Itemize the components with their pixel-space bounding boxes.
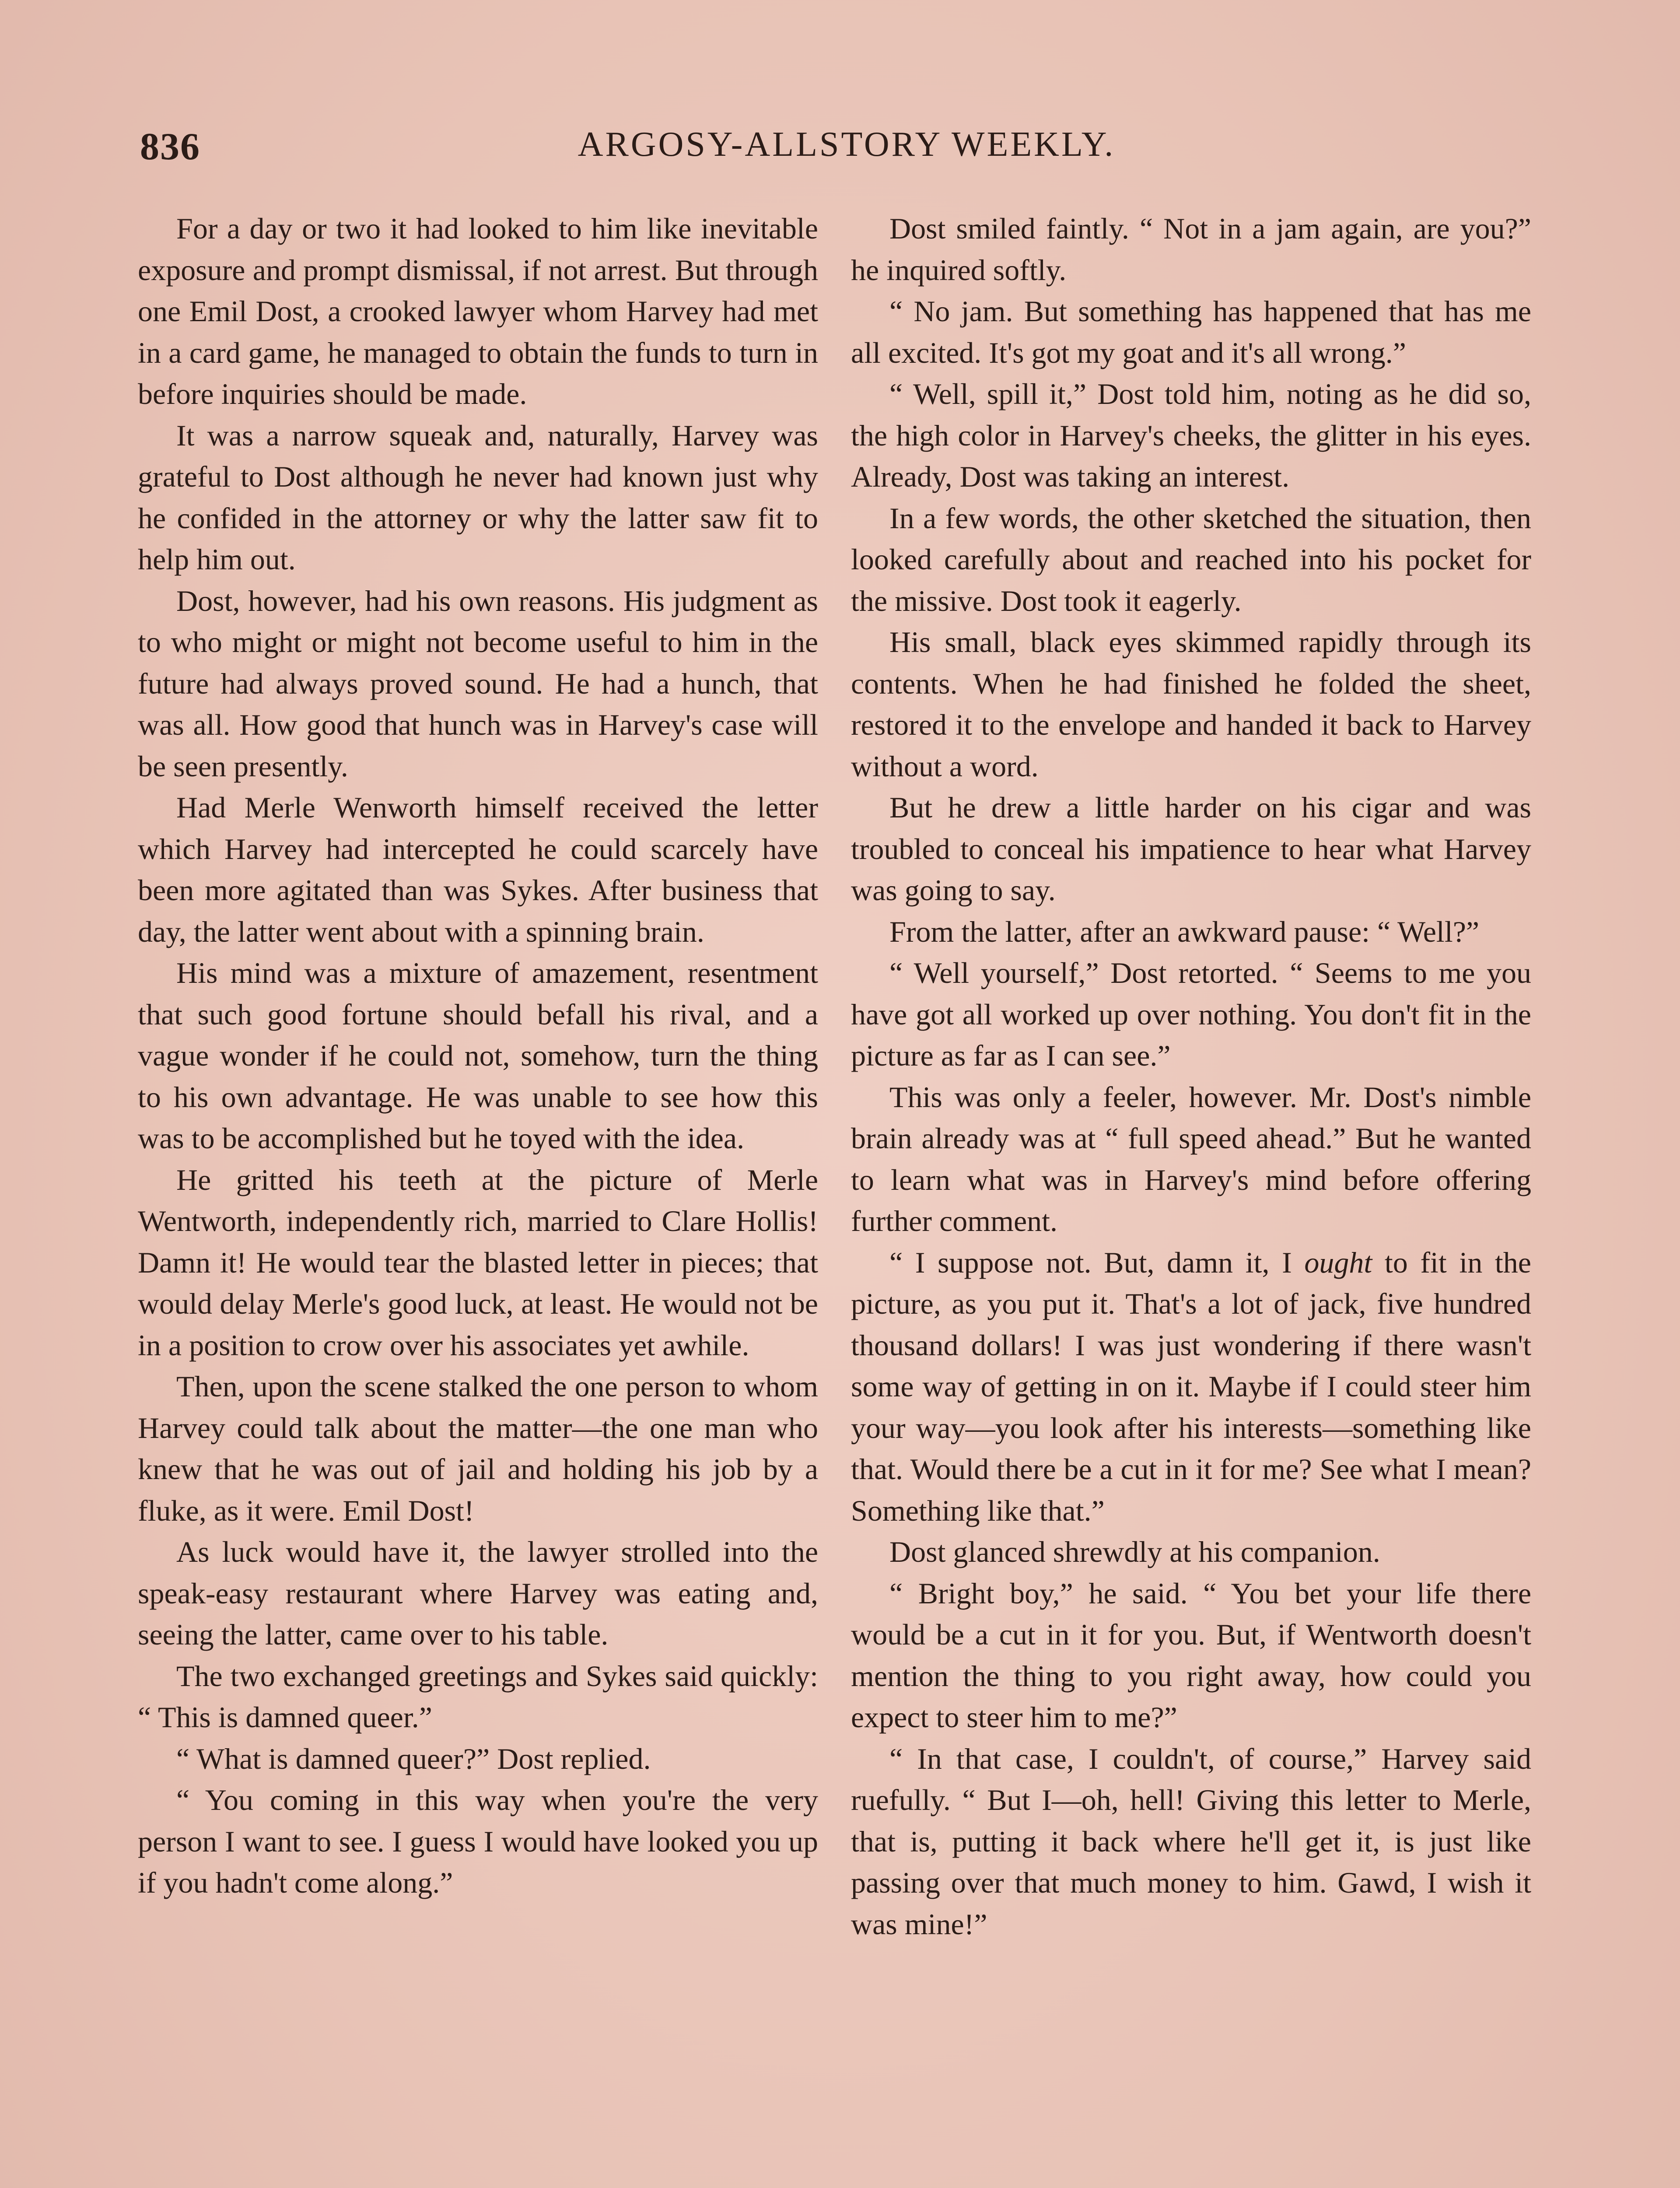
paragraph: Dost smiled faintly. “ Not in a jam again, are you?” he inquired softly. <box>851 212 1531 287</box>
paragraph: “ No jam. But something has happened that has me all excited. It's got my goat and it's all wrong.” <box>851 295 1531 369</box>
paragraph: “ Bright boy,” he said. “ You bet your life there would be a cut in it for you. But, if Wentworth doesn't mention the thing to you right away, how could you expect to steer him to me?” <box>851 1576 1531 1734</box>
paragraph: As luck would have it, the lawyer strolled into the speak-easy restaurant where Harvey was eating and, seeing the latter, came over to his table. <box>138 1535 818 1651</box>
paragraph: “ What is damned queer?” Dost replied. <box>176 1742 651 1775</box>
text-run: to fit in the picture, as you put it. That's a lot of jack, five hundred thousand dollars! I was just wondering if there wasn't some way of getting in on it. Maybe if I could steer him your way—you look after his interests—something like that. Would there be a cut in it for me? See what I mean? Something like that.” <box>851 1245 1531 1527</box>
text-run: “ I suppose not. But, damn it, I <box>889 1245 1305 1279</box>
paragraph: “ In that case, I couldn't, of course,” Harvey said ruefully. “ But I—oh, hell! Giving this letter to Merle, that is, putting it back where he'll get it, is just like passing over that much money to him. Gawd, I wish it was mine!” <box>851 1742 1531 1941</box>
emphasized-word: ought <box>1304 1245 1372 1279</box>
paragraph: In a few words, the other sketched the situation, then looked carefully about and reached into his pocket for the missive. Dost took it eagerly. <box>851 501 1531 617</box>
paragraph: Dost glanced shrewdly at his companion. <box>889 1535 1380 1568</box>
paragraph: For a day or two it had looked to him like inevitable exposure and prompt dismissal, if not arrest. But through one Emil Dost, a crooked lawyer whom Harvey had met in a card game, he managed to obtain the funds to turn in before inquiries should be made. <box>138 212 818 410</box>
paragraph: From the latter, after an awkward pause: “ Well?” <box>889 915 1480 948</box>
paragraph <box>851 1242 1531 1532</box>
paragraph: His mind was a mixture of amazement, resentment that such good fortune should befall his rival, and a vague wonder if he could not, somehow, turn the thing to his own advantage. He was unable to see how this was to be accomplished but he toyed with the idea. <box>138 956 818 1155</box>
paragraph: Had Merle Wenworth himself received the letter which Harvey had intercepted he could scarcely have been more agitated than was Sykes. After business that day, the latter went about with a spinning brain. <box>138 791 818 948</box>
paragraph: “ Well, spill it,” Dost told him, noting as he did so, the high color in Harvey's cheeks, the glitter in his eyes. Already, Dost was taking an interest. <box>851 377 1531 493</box>
running-head: ARGOSY-ALLSTORY WEEKLY. <box>578 125 1116 164</box>
paragraph: “ You coming in this way when you're the very person I want to see. I guess I would have looked you up if you hadn't come along.” <box>138 1783 818 1899</box>
paragraph: But he drew a little harder on his cigar and was troubled to conceal his impatience to hear what Harvey was going to say. <box>851 791 1531 907</box>
paragraph: His small, black eyes skimmed rapidly through its contents. When he had finished he folded the sheet, restored it to the envelope and handed it back to Harvey without a word. <box>851 625 1531 783</box>
paragraph: Then, upon the scene stalked the one person to whom Harvey could talk about the matter—the one man who knew that he was out of jail and holding his job by a fluke, as it were. Emil Dost! <box>138 1370 818 1527</box>
paragraph: He gritted his teeth at the picture of Merle Wentworth, independently rich, married to Clare Hollis! Damn it! He would tear the blasted letter in pieces; that would delay Merle's good luck, at least. He would not be in a position to crow over his associates yet awhile. <box>138 1163 818 1362</box>
right-column <box>851 208 1531 1945</box>
paragraph: The two exchanged greetings and Sykes said quickly: “ This is damned queer.” <box>138 1659 818 1734</box>
left-column <box>138 208 818 1904</box>
paragraph: “ Well yourself,” Dost retorted. “ Seems to me you have got all worked up over nothing. You don't fit in the picture as far as I can see.” <box>851 956 1531 1072</box>
page-header <box>140 125 1553 173</box>
paragraph: Dost, however, had his own reasons. His judgment as to who might or might not become useful to him in the future had always proved sound. He had a hunch, that was all. How good that hunch was in Harvey's case will be seen presently. <box>138 584 818 783</box>
paragraph: It was a narrow squeak and, naturally, Harvey was grateful to Dost although he never had known just why he confided in the attorney or why the latter saw fit to help him out. <box>138 418 818 576</box>
paragraph: This was only a feeler, however. Mr. Dost's nimble brain already was at “ full speed ahead.” But he wanted to learn what was in Harvey's mind before offering further comment. <box>851 1080 1531 1238</box>
page-number: 836 <box>140 126 200 168</box>
